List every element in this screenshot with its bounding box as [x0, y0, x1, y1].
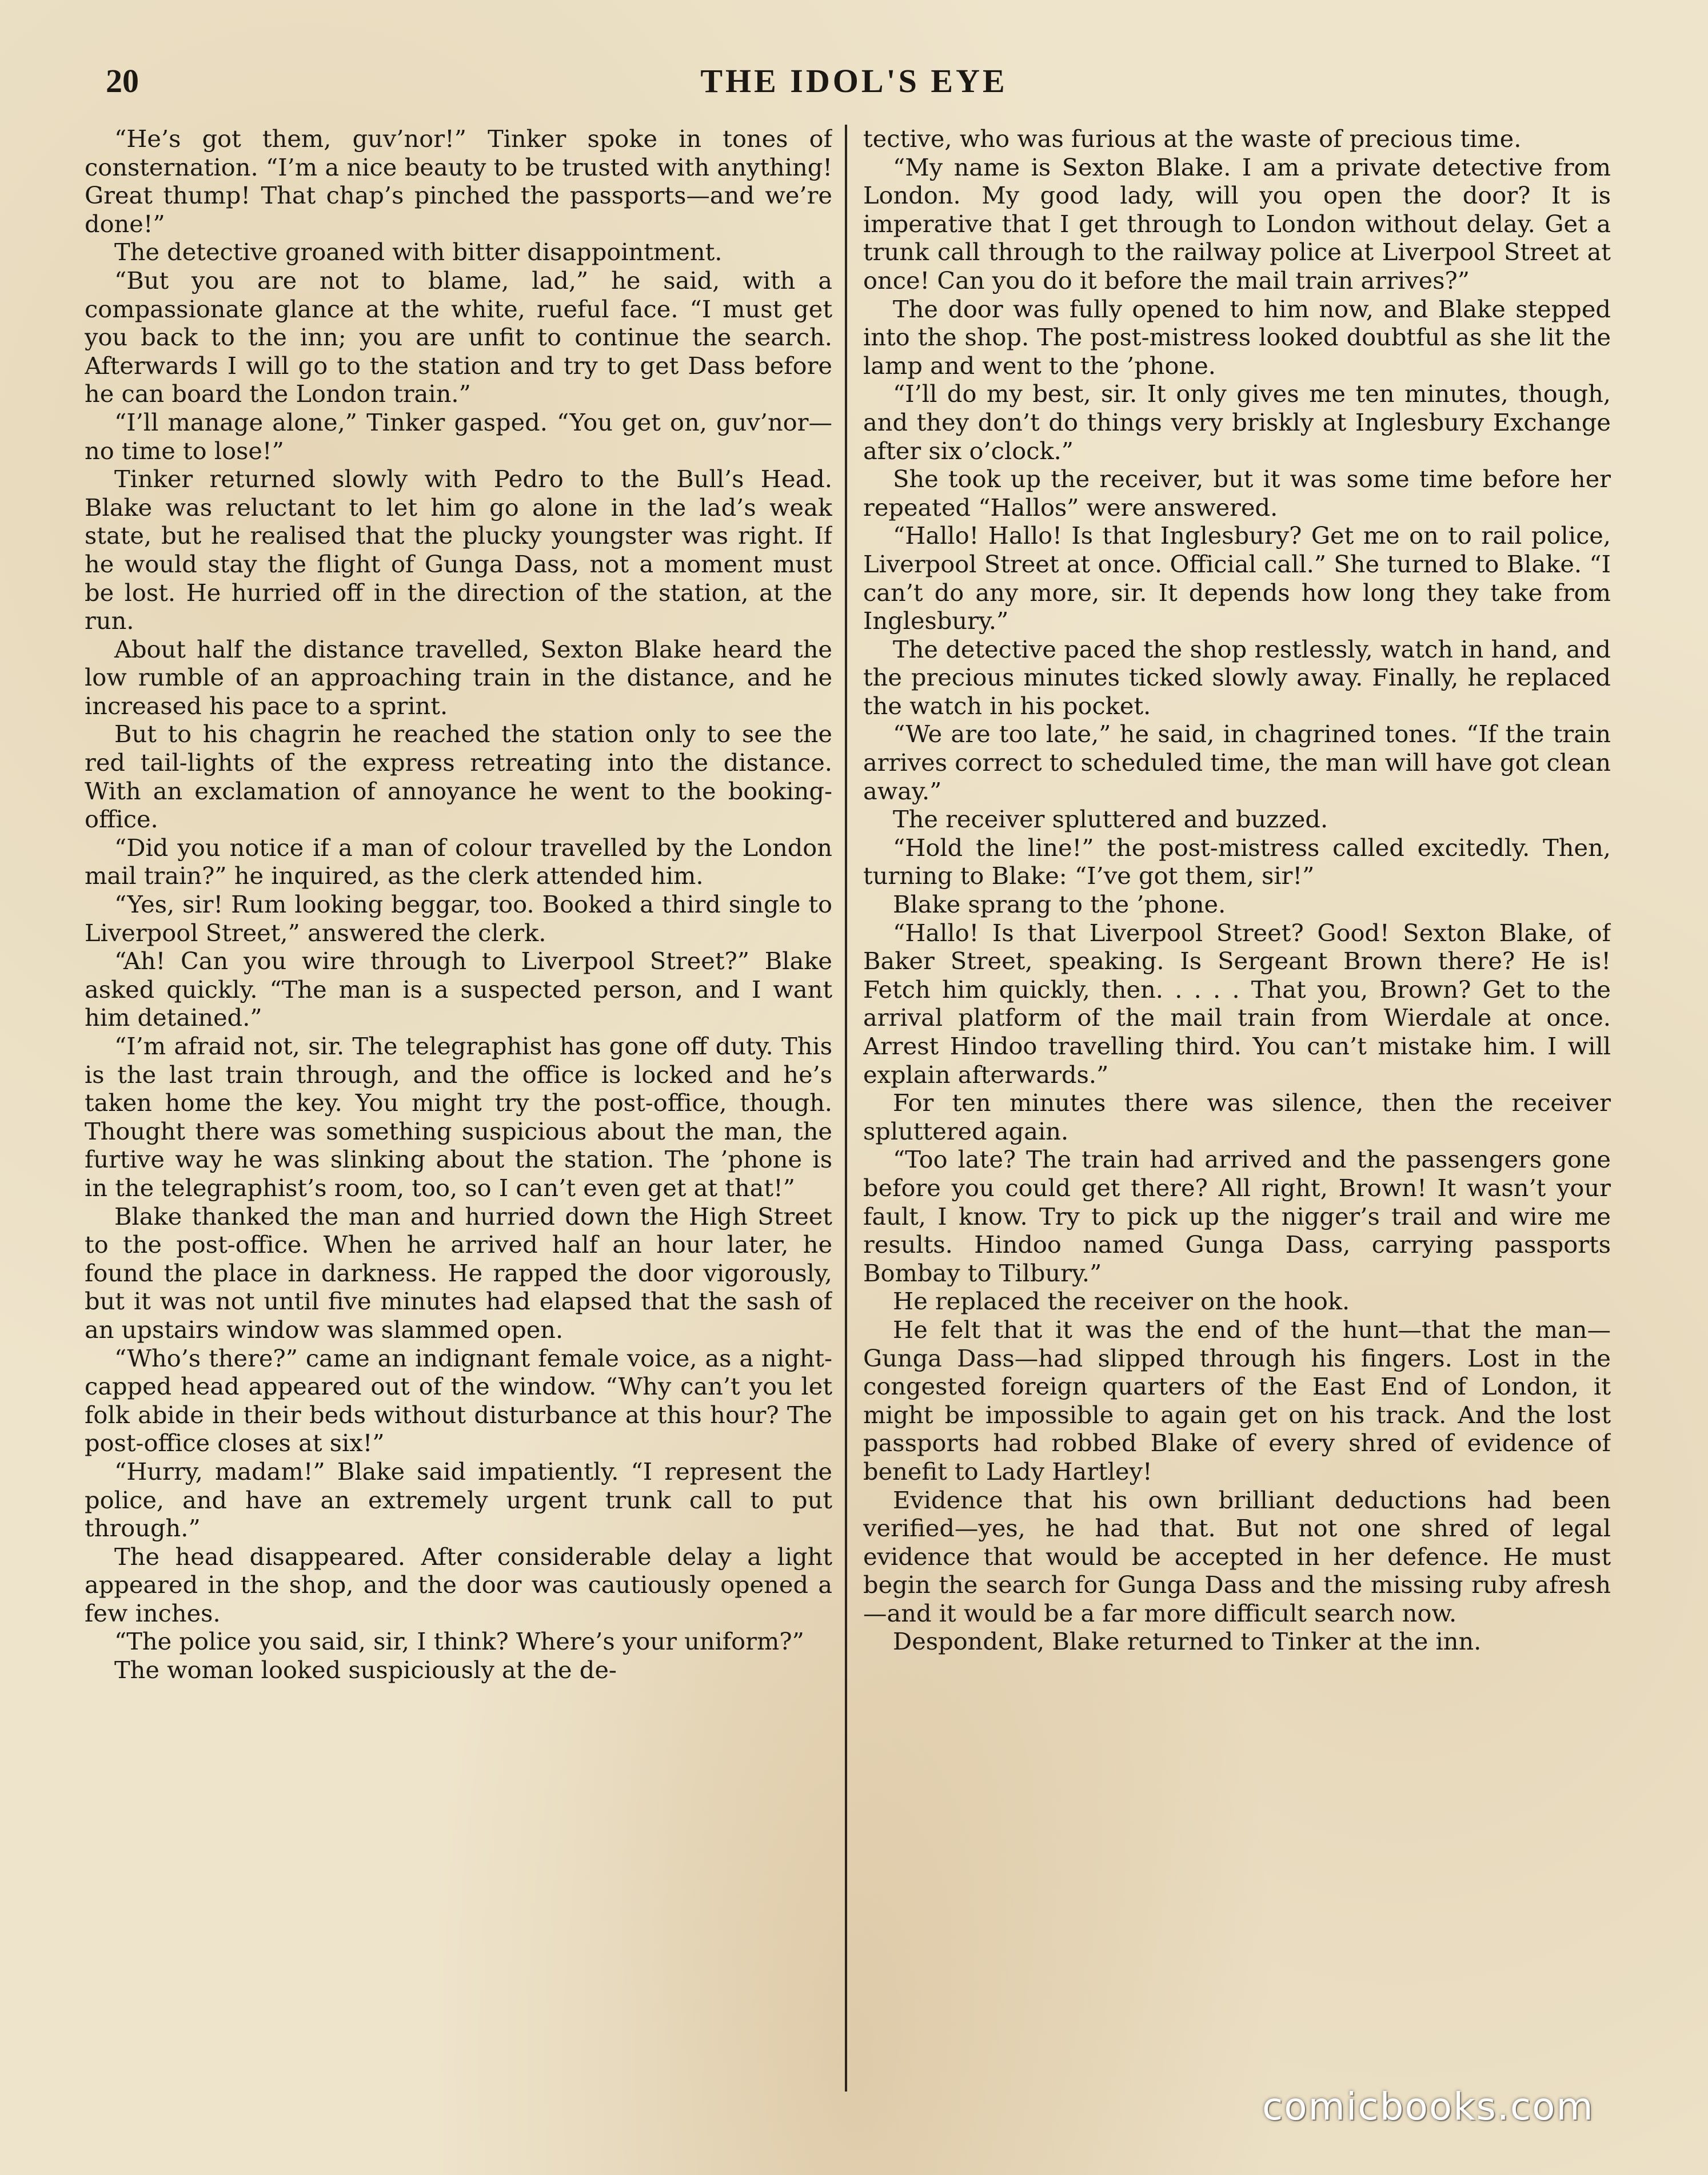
paragraph: For ten minutes there was silence, then the receiver spluttered again.: [863, 1089, 1611, 1145]
paragraph: “My name is Sexton Blake. I am a private detective from London. My good lady, will you open the door? It is imperative that I get through to London without delay. Get a trunk call through to the railway police at Liverpool Street at once! Can you do it before the mail train arrives?”: [863, 153, 1611, 294]
paragraph: She took up the receiver, but it was some time before her repeated “Hallos” were answered.: [863, 465, 1611, 521]
left-column: [85, 125, 832, 2103]
paragraph: Evidence that his own brilliant deductions had been verified—yes, he had that. But not one shred of legal evidence that would be accepted in her defence. He must begin the search for Gunga Dass and the missing ruby afresh—and it would be a far more difficult search now.: [863, 1485, 1611, 1627]
paragraph: tective, who was furious at the waste of precious time.: [863, 125, 1522, 153]
paragraph: The head disappeared. After considerable delay a light appeared in the shop, and the door was cautiously opened a few inches.: [85, 1542, 832, 1627]
paragraph: “Too late? The train had arrived and the passengers gone before you could get there? All right, Brown! It wasn’t your fault, I know. Try to pick up the nigger’s trail and wire me results. Hindoo named Gunga Dass, carrying passports Bombay to Tilbury.”: [863, 1145, 1611, 1287]
paragraph: “Hallo! Is that Liverpool Street? Good! Sexton Blake, of Baker Street, speaking. Is Sergeant Brown there? He is! Fetch him quickly, then. . . . . That you, Brown? Get to the arrival platform of the mail train from Wierdale at once. Arrest Hindoo travelling third. You can’t mistake him. I will explain afterwards.”: [863, 918, 1611, 1089]
paragraph: The woman looked suspiciously at the de-: [114, 1656, 617, 1684]
paragraph: “The police you said, sir, I think? Where’s your uniform?”: [114, 1627, 804, 1656]
paragraph: “I’m afraid not, sir. The telegraphist has gone off duty. This is the last train through, and the office is locked and he’s taken home the key. You might try the post-office, though. Thought there was something suspicious about the man, the furtive way he was slinking about the station. The ’phone is in the telegraphist’s room, too, so I can’t even get at that!”: [85, 1032, 832, 1202]
running-head-title: THE IDOL'S EYE: [700, 62, 1008, 99]
paragraph: “Hold the line!” the post-mistress called excitedly. Then, turning to Blake: “I’ve got them, sir!”: [863, 833, 1611, 890]
paragraph: The door was fully opened to him now, and Blake stepped into the shop. The post-mistress looked doubtful as she lit the lamp and went to the ’phone.: [863, 294, 1611, 380]
right-column: [863, 125, 1611, 2103]
paragraph: “We are too late,” he said, in chagrined tones. “If the train arrives correct to scheduled time, the man will have got clean away.”: [863, 720, 1611, 805]
watermark: comicbooks.com: [1262, 2085, 1594, 2129]
paragraph: “He’s got them, guv’nor!” Tinker spoke in tones of consternation. “I’m a nice beauty to be trusted with anything! Great thump! That chap’s pinched the passports—and we’re done!”: [85, 125, 832, 238]
paragraph: “Who’s there?” came an indignant female voice, as a night-capped head appeared out of the window. “Why can’t you let folk abide in their beds without disturbance at this hour? The post-office closes at six!”: [85, 1344, 832, 1457]
paragraph: “Hallo! Hallo! Is that Inglesbury? Get me on to rail police, Liverpool Street at once. Official call.” She turned to Blake. “I can’t do any more, sir. It depends how long they take from Inglesbury.”: [863, 521, 1611, 635]
paragraph: “But you are not to blame, lad,” he said, with a compassionate glance at the white, rueful face. “I must get you back to the inn; you are unfit to continue the search. Afterwards I will go to the station and try to get Dass before he can board the London train.”: [85, 266, 832, 408]
paragraph: Tinker returned slowly with Pedro to the Bull’s Head. Blake was reluctant to let him go alone in the lad’s weak state, but he realised that the plucky youngster was right. If he would stay the flight of Gunga Dass, not a moment must be lost. He hurried off in the direction of the station, at the run.: [85, 465, 832, 635]
paragraph: Despondent, Blake returned to Tinker at the inn.: [893, 1627, 1482, 1656]
paragraph: Blake sprang to the ’phone.: [893, 890, 1226, 919]
paragraph: About half the distance travelled, Sexton Blake heard the low rumble of an approaching train in the distance, and he increased his pace to a sprint.: [85, 635, 832, 720]
paragraph: “I’ll manage alone,” Tinker gasped. “You get on, guv’nor—no time to lose!”: [85, 408, 832, 465]
paragraph: “Yes, sir! Rum looking beggar, too. Booked a third single to Liverpool Street,” answered the clerk.: [85, 890, 832, 947]
page-number: 20: [106, 62, 139, 99]
paragraph: The detective paced the shop restlessly, watch in hand, and the precious minutes ticked slowly away. Finally, he replaced the watch in his pocket.: [863, 635, 1611, 720]
paragraph: But to his chagrin he reached the station only to see the red tail-lights of the express retreating into the distance. With an exclamation of annoyance he went to the booking-office.: [85, 720, 832, 834]
paragraph: “I’ll do my best, sir. It only gives me ten minutes, though, and they don’t do things very briskly at Inglesbury Exchange after six o’clock.”: [863, 380, 1611, 465]
paragraph: The detective groaned with bitter disappointment.: [114, 238, 723, 266]
paragraph: “Hurry, madam!” Blake said impatiently. “I represent the police, and have an extremely urgent trunk call to put through.”: [85, 1457, 832, 1543]
paragraph: “Ah! Can you wire through to Liverpool Street?” Blake asked quickly. “The man is a suspected person, and I want him detained.”: [85, 947, 832, 1032]
column-divider: [845, 125, 847, 2092]
paragraph: He felt that it was the end of the hunt—that the man—Gunga Dass—had slipped through his fingers. Lost in the congested foreign quarters of the East End of London, it might be impossible to again get on his track. And the lost passports had robbed Blake of every shred of evidence of benefit to Lady Hartley!: [863, 1315, 1611, 1485]
paragraph: He replaced the receiver on the hook.: [893, 1287, 1350, 1316]
paragraph: “Did you notice if a man of colour travelled by the London mail train?” he inquired, as the clerk attended him.: [85, 833, 832, 890]
paragraph: The receiver spluttered and buzzed.: [893, 805, 1328, 834]
paragraph: Blake thanked the man and hurried down the High Street to the post-office. When he arrived half an hour later, he found the place in darkness. He rapped the door vigorously, but it was not until five minutes had elapsed that the sash of an upstairs window was slammed open.: [85, 1202, 832, 1344]
